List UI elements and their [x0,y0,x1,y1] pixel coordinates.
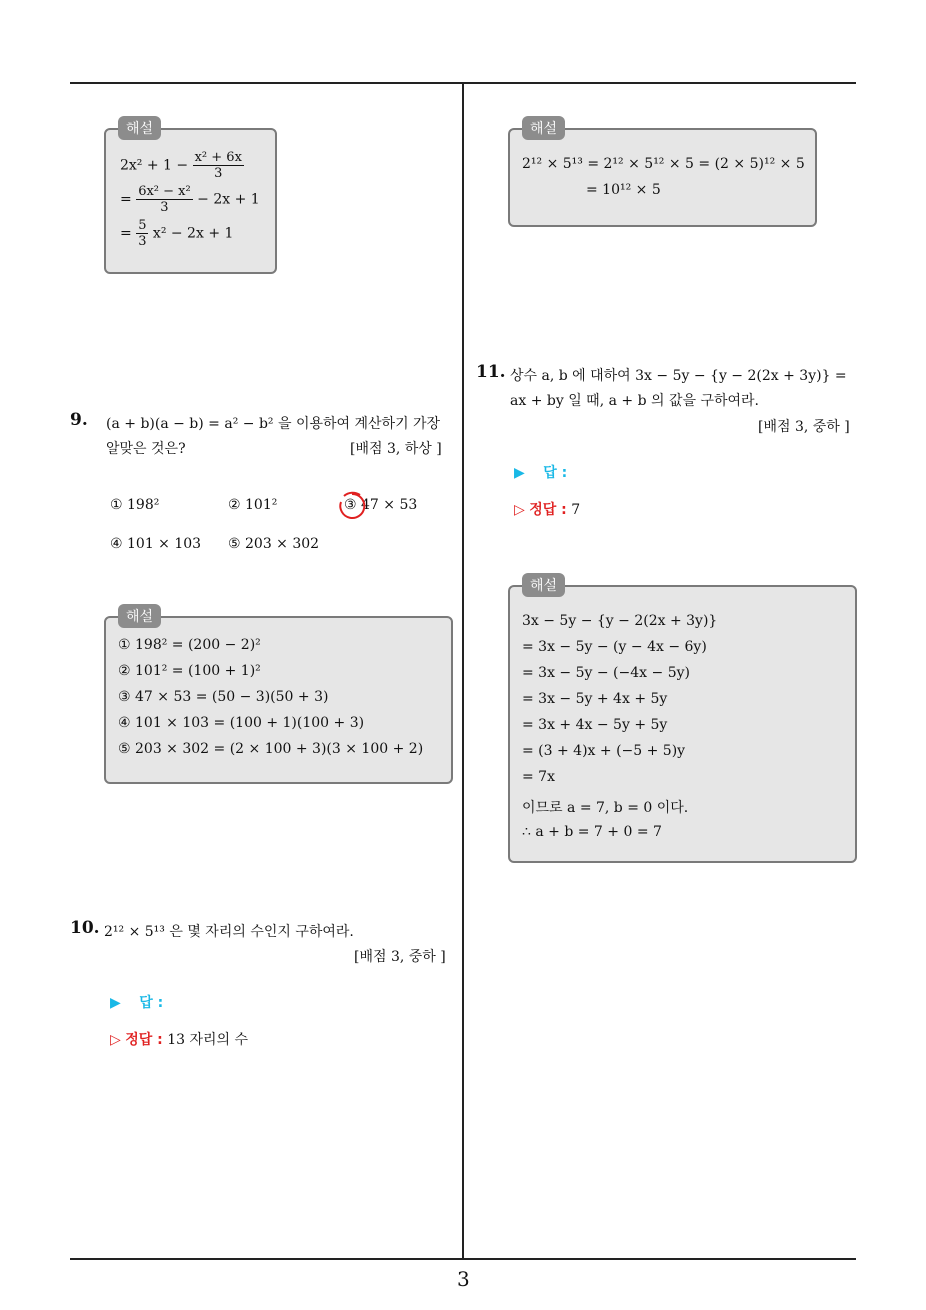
answer-label: 답 : [139,995,164,1011]
question-text: (a + b)(a − b) = a² − b² 을 이용하여 계산하기 가장 [106,416,441,432]
solution-tag: 해설 [522,116,565,140]
solution-line: ∴ a + b = 7 + 0 = 7 [522,824,662,840]
solution-line [120,184,260,215]
question-text: 상수 a, b 에 대하여 3x − 5y − {y − 2(2x + 3y)} = [510,368,847,384]
page-number: 3 [457,1267,470,1291]
solution-line: = 10¹² × 5 [586,182,661,198]
option-3-marker: ③ [344,497,357,513]
denominator: 3 [138,234,147,249]
question-text: 2¹² × 5¹³ 은 몇 자리의 수인지 구하여라. [104,924,354,940]
solution-line: ④ 101 × 103 = (100 + 1)(100 + 3) [118,715,365,731]
solution-box-q10 [508,128,817,227]
fraction [136,184,193,215]
score-label: [배점 3, 중하 ] [758,419,850,435]
solution-tag: 해설 [118,604,161,628]
solution-tag: 해설 [522,573,565,597]
correct-answer-row [514,499,580,519]
solution-line: = 3x + 4x − 5y + 5y [522,717,668,733]
solution-line: = (3 + 4)x + (−5 + 5)y [522,743,686,759]
answer-arrow-icon: ▶ [110,995,121,1011]
solution-line: = 3x − 5y + 4x + 5y [522,691,668,707]
correct-label: 정답 : [125,1032,163,1048]
solution-line [120,218,233,249]
solution-text: x² − 2x + 1 [152,225,234,242]
option-3-text: 47 × 53 [361,497,418,513]
correct-value: 7 [571,502,581,518]
correct-value: 13 자리의 수 [167,1032,249,1048]
question-text: 알맞은 것은? [106,441,186,457]
solution-tag: 해설 [118,116,161,140]
correct-label: 정답 : [529,502,567,518]
score-label: [배점 3, 하상 ] [350,441,442,457]
option-1[interactable]: ① 198² [110,497,160,513]
fraction [193,150,244,181]
fraction [136,218,148,249]
solution-line: = 3x − 5y − (y − 4x − 6y) [522,639,707,655]
denominator: 3 [160,200,169,215]
numerator: 6x² − x² [138,184,191,199]
answer-row [514,462,567,482]
option-5[interactable]: ⑤ 203 × 302 [228,536,320,552]
solution-text: − 2x + 1 [197,191,260,208]
solution-line: 이므로 a = 7, b = 0 이다. [522,800,689,816]
question-number: 9. [70,410,88,430]
solution-line: ⑤ 203 × 302 = (2 × 100 + 3)(3 × 100 + 2) [118,741,424,757]
numerator: 5 [138,218,147,233]
solution-line: 3x − 5y − {y − 2(2x + 3y)} [522,613,718,629]
denominator: 3 [214,166,223,181]
question-number: 11. [476,362,506,382]
solution-line: ② 101² = (100 + 1)² [118,663,261,679]
solution-line: ③ 47 × 53 = (50 − 3)(50 + 3) [118,689,329,705]
solution-text: = [120,191,137,208]
correct-answer-row [110,1029,248,1049]
question-number: 10. [70,918,100,938]
bottom-rule [70,1258,856,1260]
question-text: ax + by 일 때, a + b 의 값을 구하여라. [510,393,760,409]
solution-line [120,150,244,181]
solution-text: 2x² + 1 − [120,157,193,174]
answer-row [110,992,163,1012]
numerator: x² + 6x [194,150,242,165]
column-divider [462,84,464,1259]
correct-arrow-icon: ▷ [514,502,525,518]
answer-label: 답 : [543,465,568,481]
solution-line: ① 198² = (200 − 2)² [118,637,261,653]
option-4[interactable]: ④ 101 × 103 [110,536,202,552]
option-2[interactable]: ② 101² [228,497,278,513]
solution-line: 2¹² × 5¹³ = 2¹² × 5¹² × 5 = (2 × 5)¹² × 5 [522,156,805,172]
answer-arrow-icon: ▶ [514,465,525,481]
solution-text: = [120,225,137,242]
solution-line: = 7x [522,769,555,785]
solution-line: = 3x − 5y − (−4x − 5y) [522,665,690,681]
score-label: [배점 3, 중하 ] [354,949,446,965]
answer-circle-icon [336,490,368,522]
correct-arrow-icon: ▷ [110,1032,121,1048]
